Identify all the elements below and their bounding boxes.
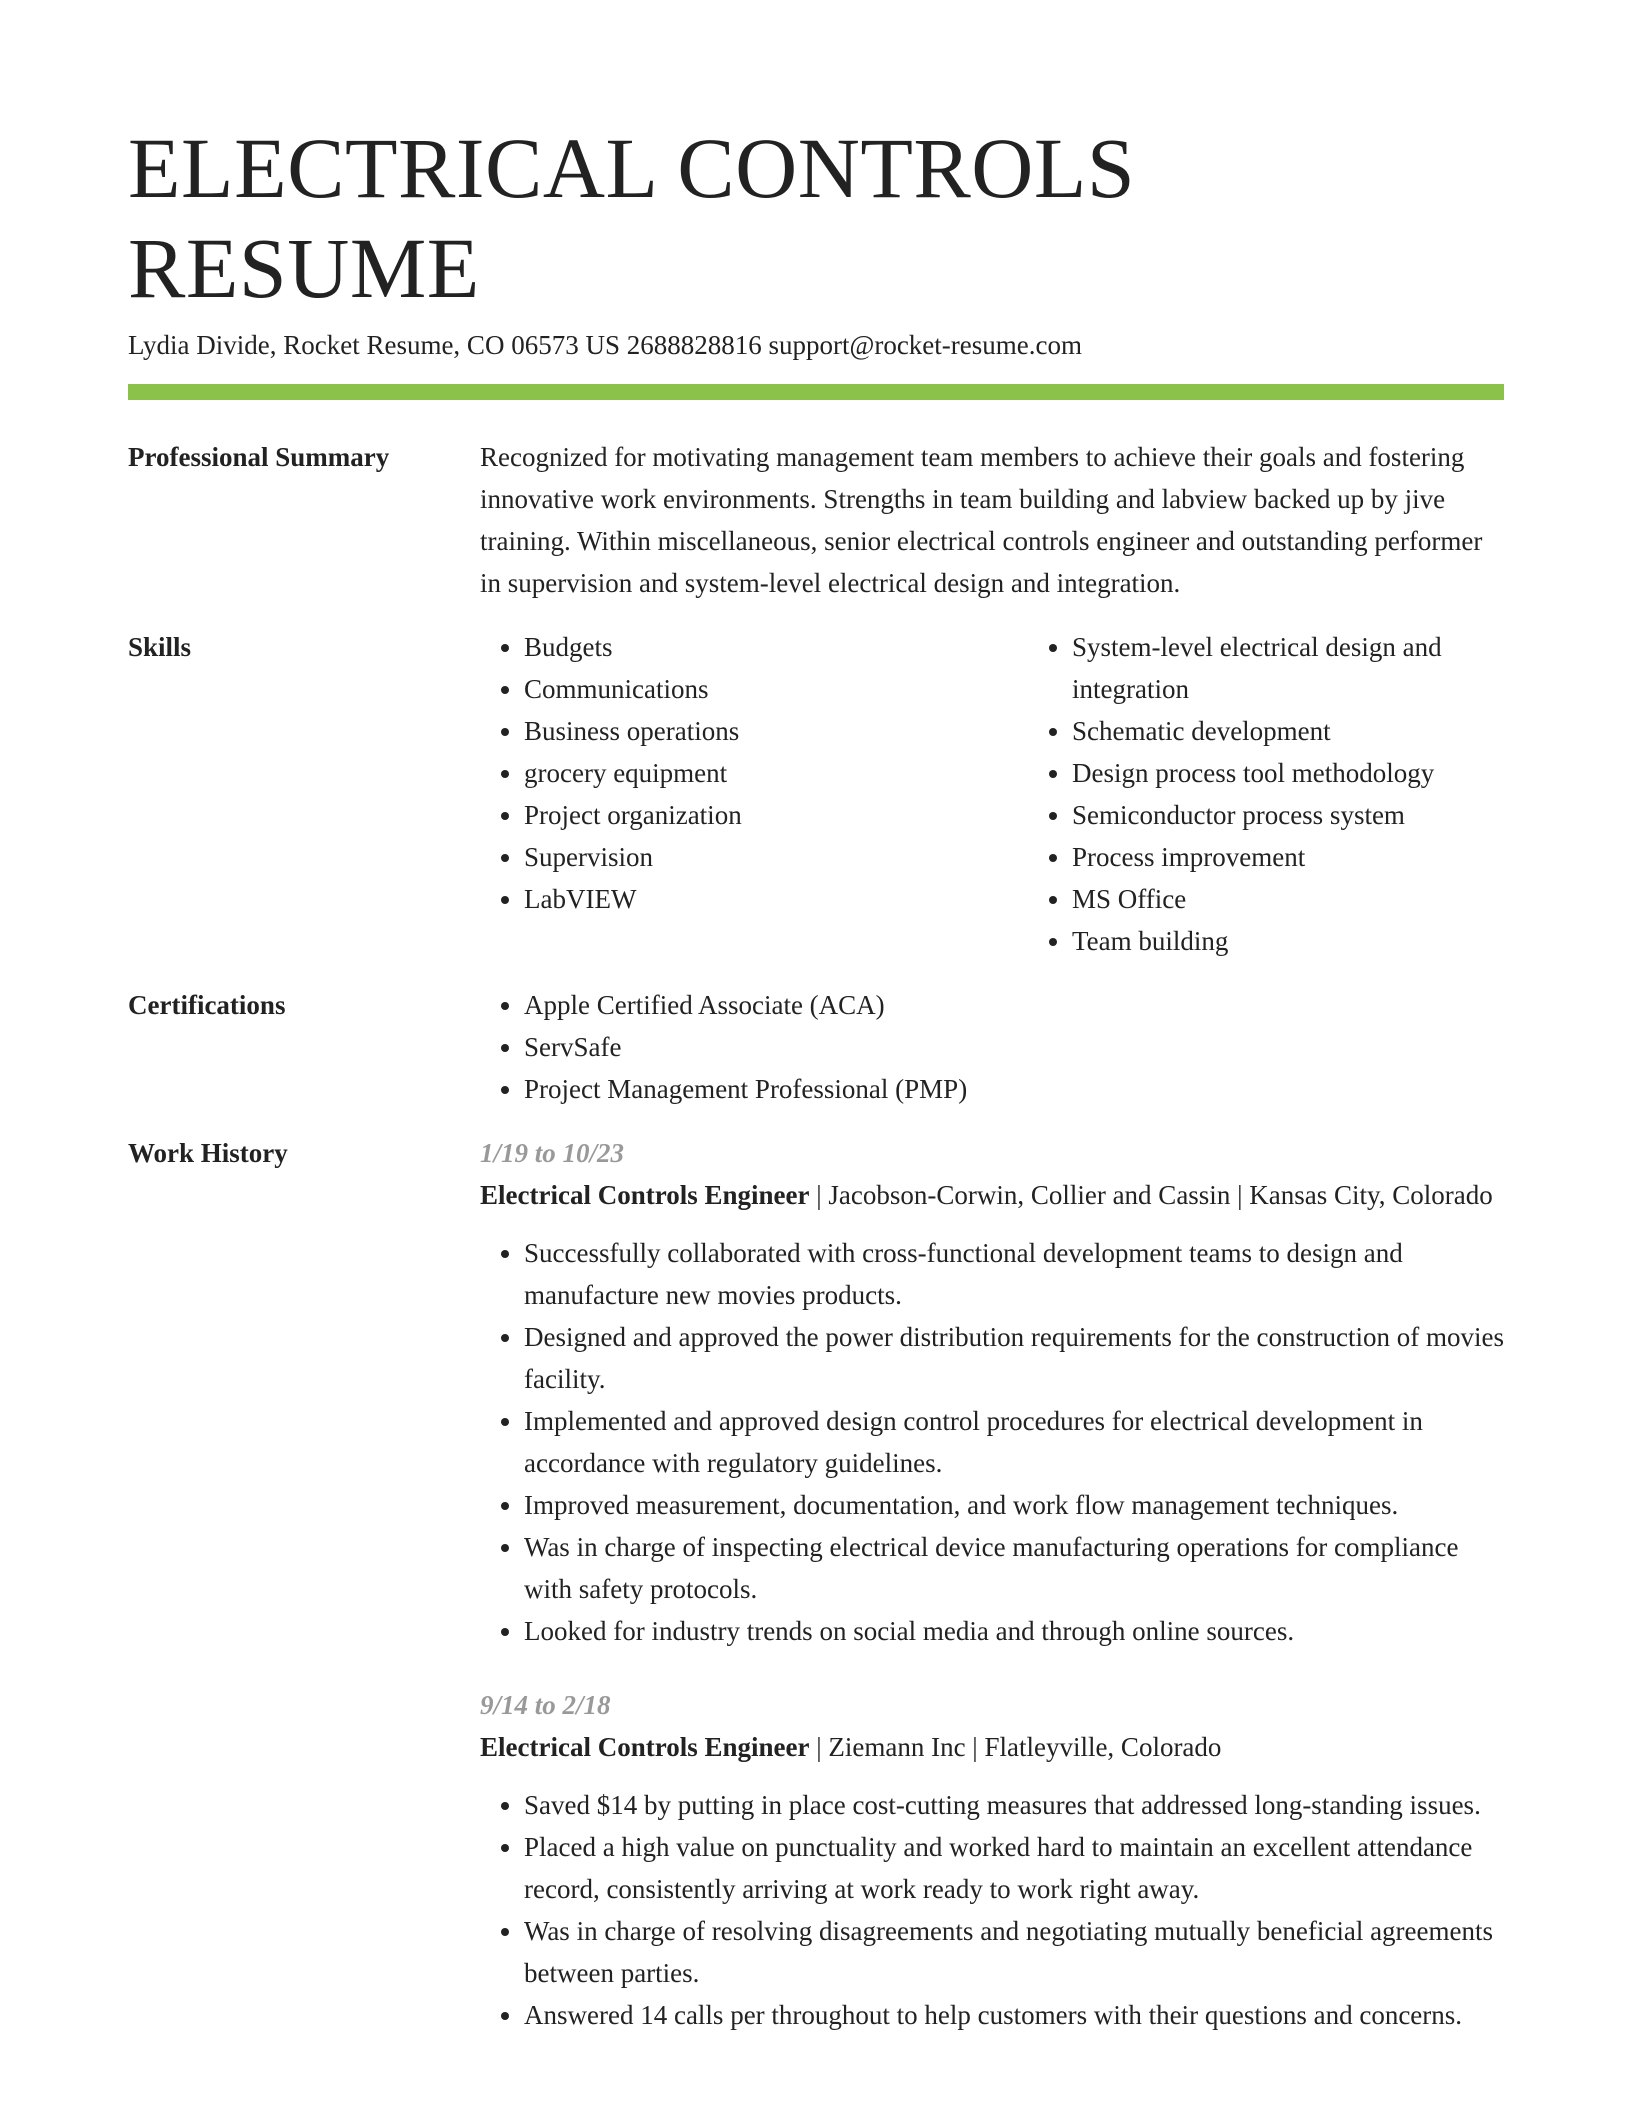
skill-item: • Budgets (524, 626, 1028, 668)
job-details: | Ziemann Inc | Flatleyville, Colorado (809, 1732, 1222, 1762)
skill-item: • Process improvement (1072, 836, 1504, 878)
job-bullet: • Designed and approved the power distribution requirements for the construction of movies facility. (524, 1316, 1504, 1400)
certifications-list (480, 984, 1504, 1110)
skill-item: • Design process tool methodology (1072, 752, 1504, 794)
skills-list-right (1028, 626, 1504, 962)
section-label-skills: Skills (128, 632, 192, 662)
skill-item: • System-level electrical design and integration (1072, 626, 1504, 710)
job-details: | Jacobson-Corwin, Collier and Cassin | Kansas City, Colorado (809, 1180, 1493, 1210)
skill-item: • LabVIEW (524, 878, 1028, 920)
skill-item: • Project organization (524, 794, 1028, 836)
summary-text: Recognized for motivating management team members to achieve their goals and fostering innovative work environments. Strengths in team building and labview backed up by jive training. Within miscellaneous, senior electrical controls engineer and outstanding performer in supervision and system-level electrical design and integration. (480, 442, 1483, 598)
section-label-certifications: Certifications (128, 990, 286, 1020)
resume-title: ELECTRICAL CONTROLS RESUME (128, 120, 1136, 316)
skills-section (128, 626, 1504, 962)
section-label-summary: Professional Summary (128, 442, 390, 472)
job-bullet: • Answered 14 calls per throughout to help customers with their questions and concerns. (524, 1994, 1504, 2036)
skill-item: • Communications (524, 668, 1028, 710)
certifications-section (128, 984, 1504, 1110)
skill-item: • Supervision (524, 836, 1028, 878)
skill-item: • MS Office (1072, 878, 1504, 920)
section-label-work-history: Work History (128, 1138, 288, 1168)
certification-item: • Project Management Professional (PMP) (524, 1068, 1504, 1110)
job-bullet: • Saved $14 by putting in place cost-cutting measures that addressed long-standing issues. (524, 1784, 1504, 1826)
job-header (480, 1174, 1504, 1216)
skills-list-left (480, 626, 1028, 962)
certification-item: • Apple Certified Associate (ACA) (524, 984, 1504, 1026)
skill-item: • Business operations (524, 710, 1028, 752)
job-bullet: • Implemented and approved design control procedures for electrical development in accordance with regulatory guidelines. (524, 1400, 1504, 1484)
accent-divider (128, 384, 1504, 400)
job-bullet: • Improved measurement, documentation, and work flow management techniques. (524, 1484, 1504, 1526)
job-dates: 1/19 to 10/23 (480, 1138, 625, 1168)
job-header (480, 1726, 1504, 1768)
skill-item: • Team building (1072, 920, 1504, 962)
job-dates: 9/14 to 2/18 (480, 1690, 611, 1720)
job-bullet: • Successfully collaborated with cross-functional development teams to design and manufacture new movies products. (524, 1232, 1504, 1316)
skill-item: • Schematic development (1072, 710, 1504, 752)
skill-item: • grocery equipment (524, 752, 1028, 794)
resume-page (128, 0, 1504, 2036)
work-history-section (128, 1132, 1504, 2036)
job-title: Electrical Controls Engineer (480, 1732, 810, 1762)
job-entry (480, 1684, 1504, 2036)
job-bullet: • Was in charge of resolving disagreements and negotiating mutually beneficial agreements between parties. (524, 1910, 1504, 1994)
job-entry (480, 1132, 1504, 1652)
contact-line: Lydia Divide, Rocket Resume, CO 06573 US 2688828816 support@rocket-resume.com (128, 330, 1082, 360)
job-bullets (480, 1784, 1504, 2036)
certification-item: • ServSafe (524, 1026, 1504, 1068)
skill-item: • Semiconductor process system (1072, 794, 1504, 836)
job-title: Electrical Controls Engineer (480, 1180, 810, 1210)
job-bullets (480, 1232, 1504, 1652)
summary-section (128, 436, 1504, 604)
job-bullet: • Placed a high value on punctuality and worked hard to maintain an excellent attendance record, consistently arriving at work ready to work right away. (524, 1826, 1504, 1910)
job-bullet: • Was in charge of inspecting electrical device manufacturing operations for compliance with safety protocols. (524, 1526, 1504, 1610)
job-bullet: • Looked for industry trends on social media and through online sources. (524, 1610, 1504, 1652)
